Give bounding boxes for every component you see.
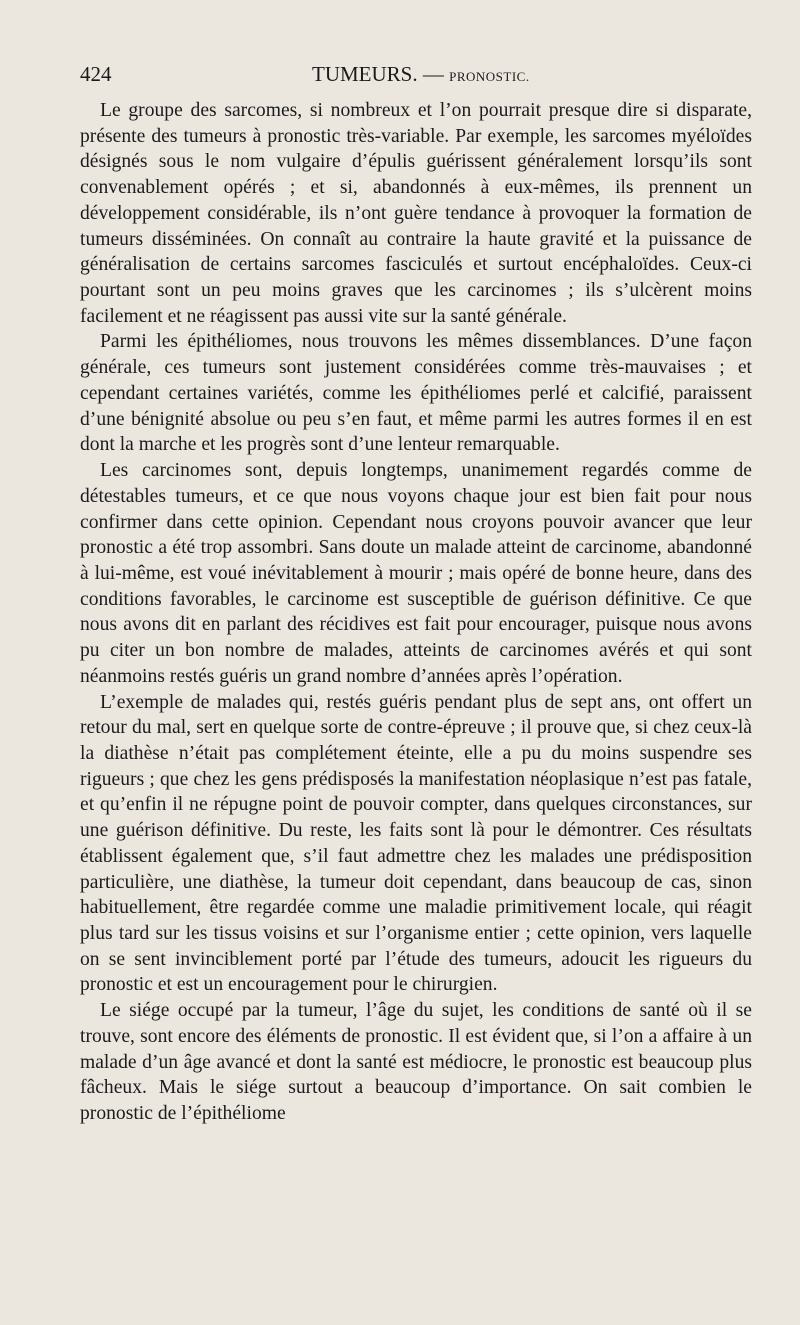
running-head-title: TUMEURS. [312, 62, 418, 86]
paragraph-carcinomes: Les carcinomes sont, depuis longtemps, unanimement regardés comme de détestables tumeurs, et ce que nous voyons chaque jour est bien fait pour nous confirmer dans cette opinion. Cependant nous croyons pouvoir avancer que leur pronostic a été trop assombri. Sans doute un malade atteint de carcinome, abandonné à lui-même, est voué inévitablement à mourir ; mais opéré de bonne heure, dans des conditions favorables, le carcinome est susceptible de guérison définitive. Ce que nous avons dit en parlant des récidives est fait pour encourager, puisque nous avons pu citer un bon nombre de malades, atteints de carcinomes avérés et qui sont néanmoins restés guéris un grand nombre d’années après l’opération. [80, 460, 752, 687]
paragraph-sarcomes: Le groupe des sarcomes, si nombreux et l’on pourrait presque dire si disparate, présente des tumeurs à pronostic très-variable. Par exemple, les sarcomes myéloïdes désignés sous le nom vulgaire d’épulis guérissent généralement lorsqu’ils sont convenablement opérés ; et si, abandonnés à eux-mêmes, ils prennent un développement considérable, ils n’ont guère tendance à provoquer la formation de tumeurs disséminées. On connaît au contraire la haute gravité et la puissance de généralisation de certains sarcomes fasciculés et surtout encéphaloïdes. Ceux-ci pourtant sont un peu moins graves que les carcinomes ; ils s’ulcèrent moins facilement et ne réagissent pas aussi vite sur la santé générale. [80, 100, 752, 327]
running-head-subtitle: PRONOSTIC. [449, 69, 530, 84]
page-header [80, 62, 740, 92]
running-head-separator: — [417, 62, 450, 86]
paragraph-exemple: L’exemple de malades qui, restés guéris pendant plus de sept ans, ont offert un retour du mal, sert en quelque sorte de contre-épreuve ; il prouve que, si chez ceux-là la diathèse n’était pas complétement éteinte, elle a pu du moins suspendre ses rigueurs ; que chez les gens prédisposés la manifestation néoplasique n’est pas fatale, et qu’enfin il ne répugne point de pouvoir compter, dans quelques circonstances, sur une guérison définitive. Du reste, les faits sont là pour le démontrer. Ces résultats établissent également que, s’il faut admettre chez les malades une prédisposition particulière, une diathèse, la tumeur doit cependant, dans beaucoup de cas, sinon habituellement, être regardée comme une maladie primitivement locale, qui réagit plus tard sur les tissus voisins et sur l’organisme entier ; cette opinion, vers laquelle on se sent invinciblement porté par l’étude des tumeurs, adoucit les rigueurs du pronostic et est un encouragement pour le chirurgien. [80, 691, 752, 996]
paragraph-siege: Le siége occupé par la tumeur, l’âge du sujet, les conditions de santé où il se trouve, sont encore des éléments de pronostic. Il est évident que, si l’on a affaire à un malade d’un âge avancé et dont la santé est médiocre, le pronostic est beaucoup plus fâcheux. Mais le siége surtout a beaucoup d’importance. On sait combien le pronostic de l’épithéliome [80, 1000, 752, 1125]
page-number: 424 [80, 62, 112, 86]
paragraph-epitheliomes: Parmi les épithéliomes, nous trouvons les mêmes dissemblances. D’une façon générale, ces tumeurs sont justement considérées comme très-mauvaises ; et cependant certaines variétés, comme les épithéliomes perlé et calcifié, paraissent d’une bénignité absolue ou peu s’en faut, et même parmi les autres formes il en est dont la marche et les progrès sont d’une lenteur remarquable. [80, 331, 752, 456]
running-head [312, 62, 530, 87]
body-text [80, 98, 752, 1127]
